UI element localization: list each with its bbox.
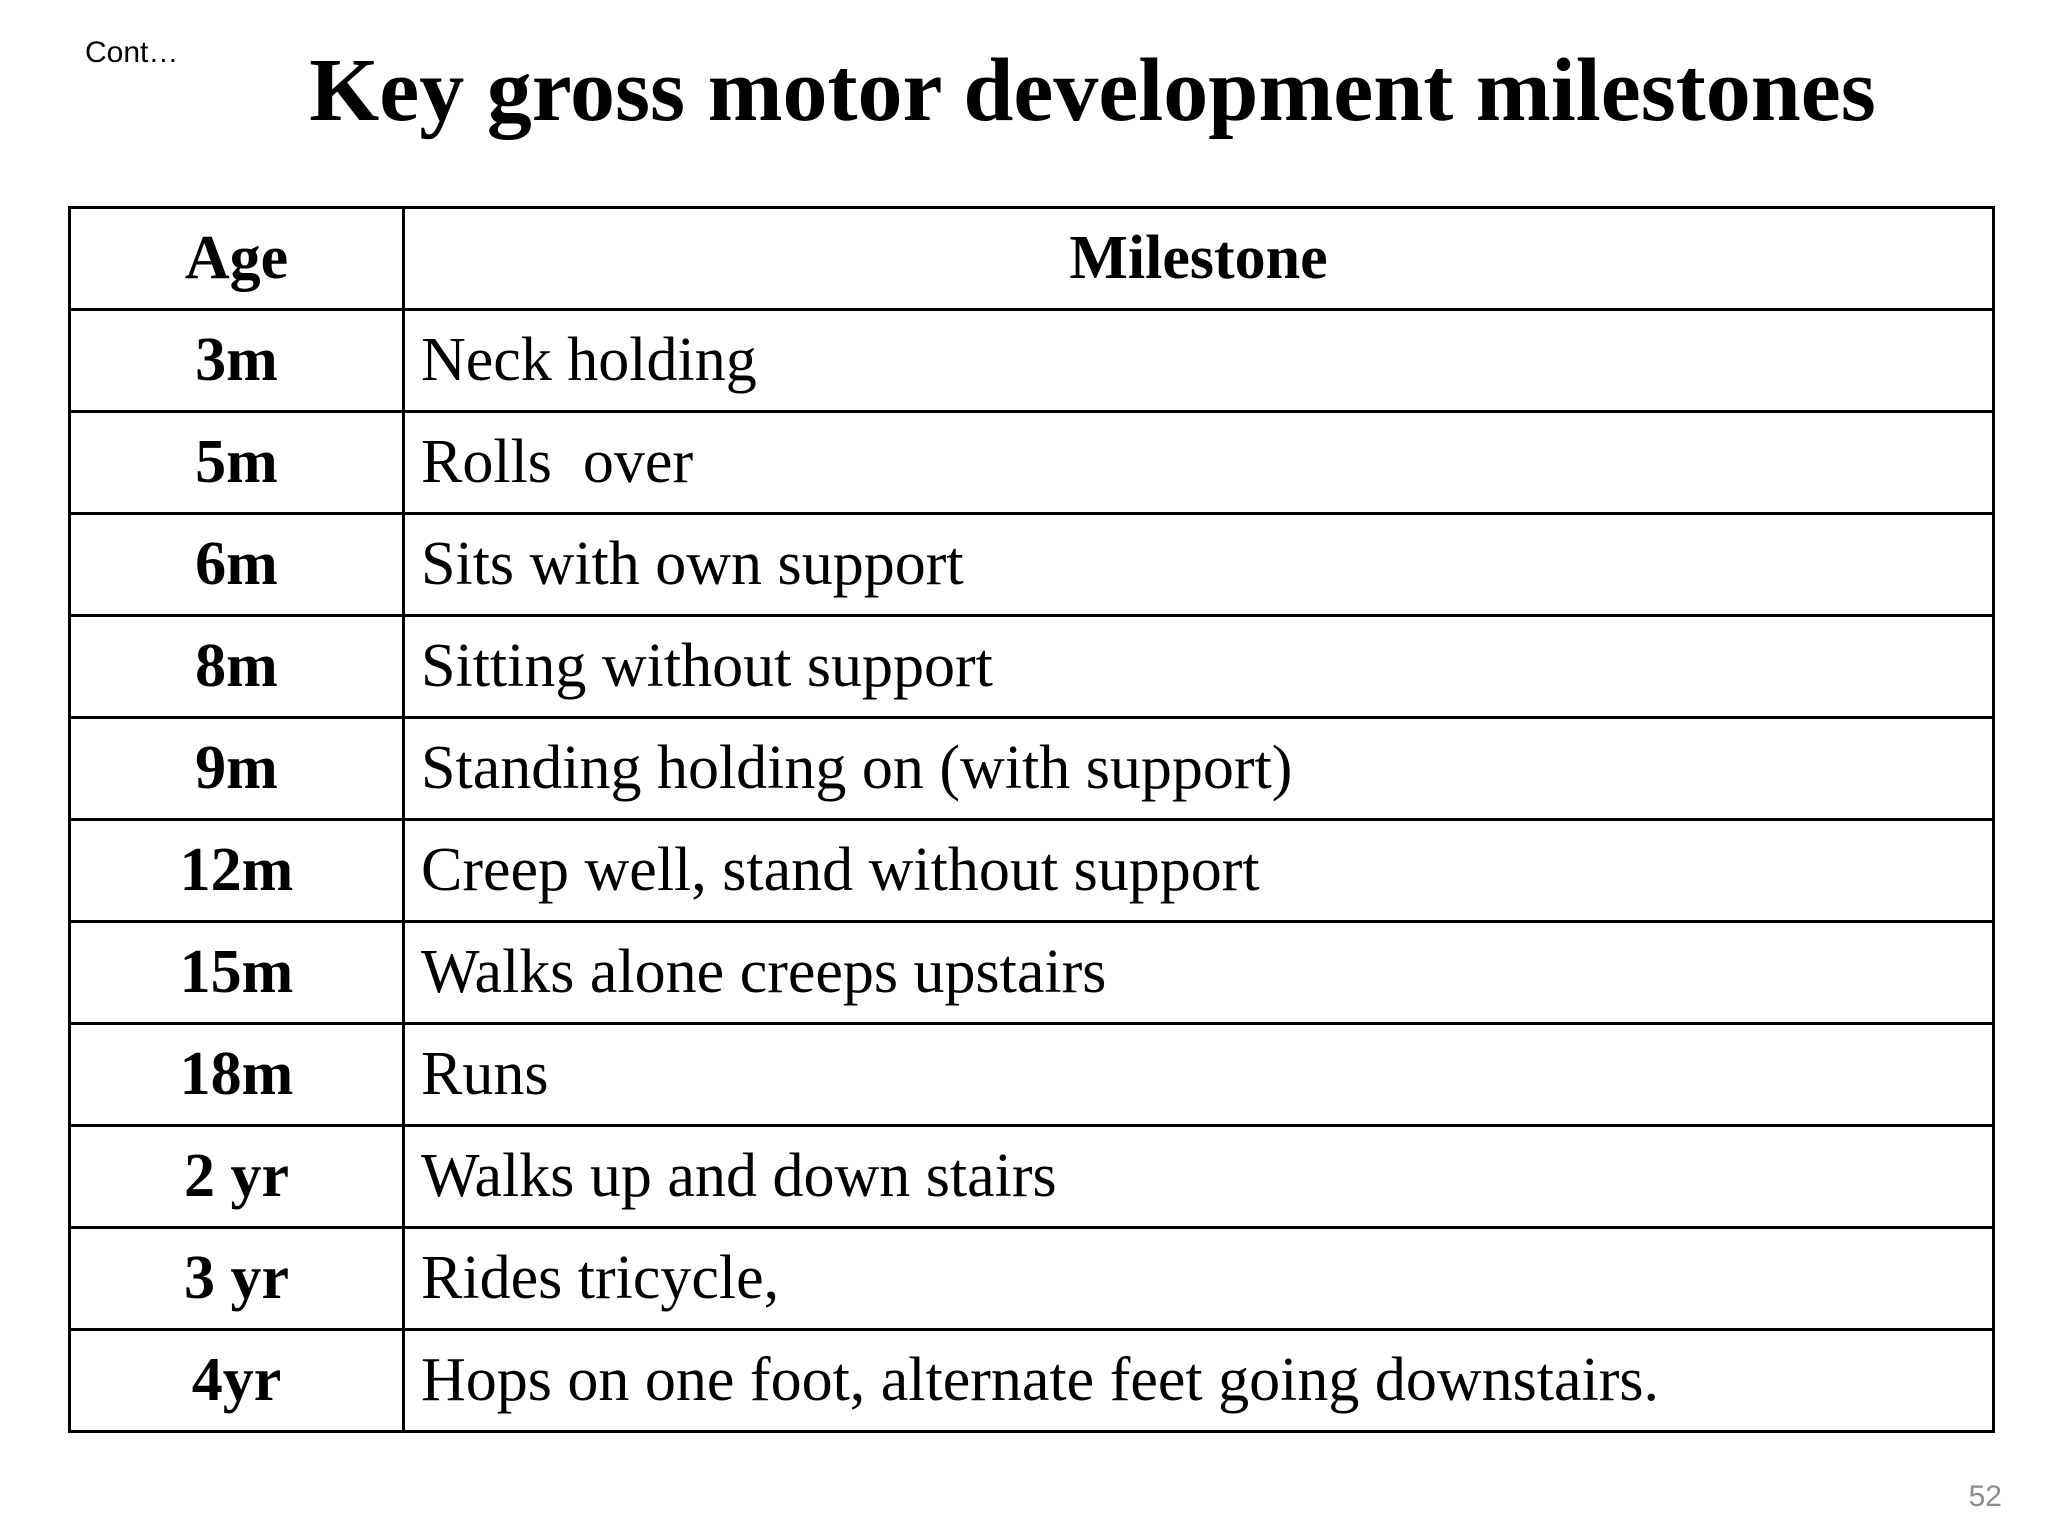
- table-row: [70, 412, 1994, 514]
- table-row: [70, 1024, 1994, 1126]
- milestone-cell: Neck holding: [404, 310, 1994, 412]
- age-cell: 15m: [70, 922, 404, 1024]
- milestone-cell: Hops on one foot, alternate feet going downstairs.: [404, 1330, 1994, 1432]
- milestones-table: [68, 206, 1995, 1433]
- age-cell: 3 yr: [70, 1228, 404, 1330]
- age-cell: 4yr: [70, 1330, 404, 1432]
- age-cell: 9m: [70, 718, 404, 820]
- table-row: [70, 922, 1994, 1024]
- table-row: [70, 310, 1994, 412]
- age-cell: 18m: [70, 1024, 404, 1126]
- age-cell: 12m: [70, 820, 404, 922]
- milestone-cell: Walks up and down stairs: [404, 1126, 1994, 1228]
- table-header-row: [70, 208, 1994, 310]
- milestone-cell: Rides tricycle,: [404, 1228, 1994, 1330]
- milestone-cell: Walks alone creeps upstairs: [404, 922, 1994, 1024]
- age-cell: 3m: [70, 310, 404, 412]
- milestone-cell: Sitting without support: [404, 616, 1994, 718]
- milestone-cell: Sits with own support: [404, 514, 1994, 616]
- age-cell: 8m: [70, 616, 404, 718]
- table-row: [70, 1126, 1994, 1228]
- table-row: [70, 616, 1994, 718]
- age-cell: 6m: [70, 514, 404, 616]
- page-number: 52: [1968, 1480, 2002, 1513]
- table-row: [70, 1228, 1994, 1330]
- age-column-header: Age: [70, 208, 404, 310]
- milestone-cell: Creep well, stand without support: [404, 820, 1994, 922]
- table-row: [70, 514, 1994, 616]
- milestone-cell: Standing holding on (with support): [404, 718, 1994, 820]
- slide-title: Key gross motor development milestones: [309, 41, 1876, 140]
- cont-label: Cont…: [85, 36, 179, 69]
- table-row: [70, 1330, 1994, 1432]
- milestone-cell: Rolls over: [404, 412, 1994, 514]
- table-row: [70, 820, 1994, 922]
- milestone-column-header: Milestone: [404, 208, 1994, 310]
- milestone-cell: Runs: [404, 1024, 1994, 1126]
- table-row: [70, 718, 1994, 820]
- age-cell: 2 yr: [70, 1126, 404, 1228]
- age-cell: 5m: [70, 412, 404, 514]
